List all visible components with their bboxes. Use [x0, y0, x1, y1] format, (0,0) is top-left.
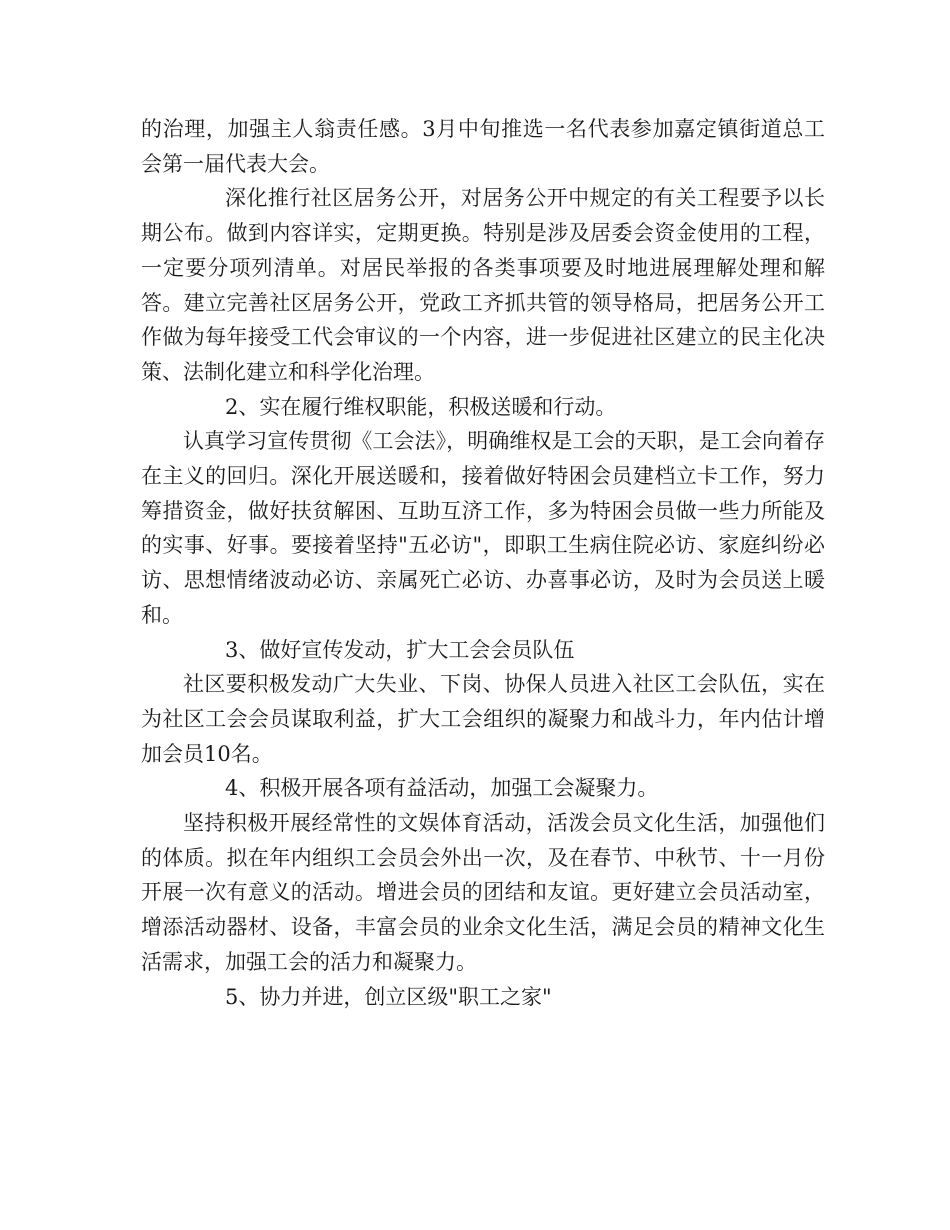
paragraph-disclosure: 深化推行社区居务公开，对居务公开中规定的有关工程要予以长期公布。做到内容详实，定期更换。特别是涉及居委会资金使用的工程，一定要分项列清单。对居民举报的各类事项要及时地进展理解处理和解答。建立完善社区居务公开，党政工齐抓共管的领导格局，把居务公开工作做为每年接受工代会审议的一个内容，进一步促进社区建立的民主化决策、法制化建立和科学化治理。 — [141, 186, 825, 384]
section-heading-3: 3、做好宣传发动，扩大工会会员队伍 — [225, 637, 575, 662]
section-heading-5: 5、协力并进，创立区级"职工之家" — [225, 984, 552, 1009]
paragraph-continuation: 的治理，加强主人翁责任感。3月中旬推选一名代表参加嘉定镇街道总工会第一届代表大会。 — [141, 117, 825, 176]
paragraph-rights: 认真学习宣传贯彻《工会法》，明确维权是工会的天职，是工会向着存在主义的回归。深化开展送暖和，接着做好特困会员建档立卡工作，努力筹措资金，做好扶贫解困、互助互济工作，多为特困会员做一些力所能及的实事、好事。要接着坚持"五必访"，即职工生病住院必访、家庭纠纷必访、思想情绪波动必访、亲属死亡必访、办喜事必访，及时为会员送上暖和。 — [141, 429, 825, 627]
document-body — [141, 112, 825, 1014]
paragraph-membership: 社区要积极发动广大失业、下岗、协保人员进入社区工会队伍，实在为社区工会会员谋取利益，扩大工会组织的凝聚力和战斗力，年内估计增加会员10名。 — [141, 672, 825, 766]
section-heading-4: 4、积极开展各项有益活动，加强工会凝聚力。 — [225, 776, 659, 801]
section-heading-2: 2、实在履行维权职能，积极送暖和行动。 — [225, 394, 617, 419]
paragraph-activities: 坚持积极开展经常性的文娱体育活动，活泼会员文化生活，加强他们的体质。拟在年内组织工会员会外出一次，及在春节、中秋节、十一月份开展一次有意义的活动。增进会员的团结和友谊。更好建立会员活动室，增添活动器材、设备，丰富会员的业余文化生活，满足会员的精神文化生活需求，加强工会的活力和凝聚力。 — [141, 811, 825, 974]
